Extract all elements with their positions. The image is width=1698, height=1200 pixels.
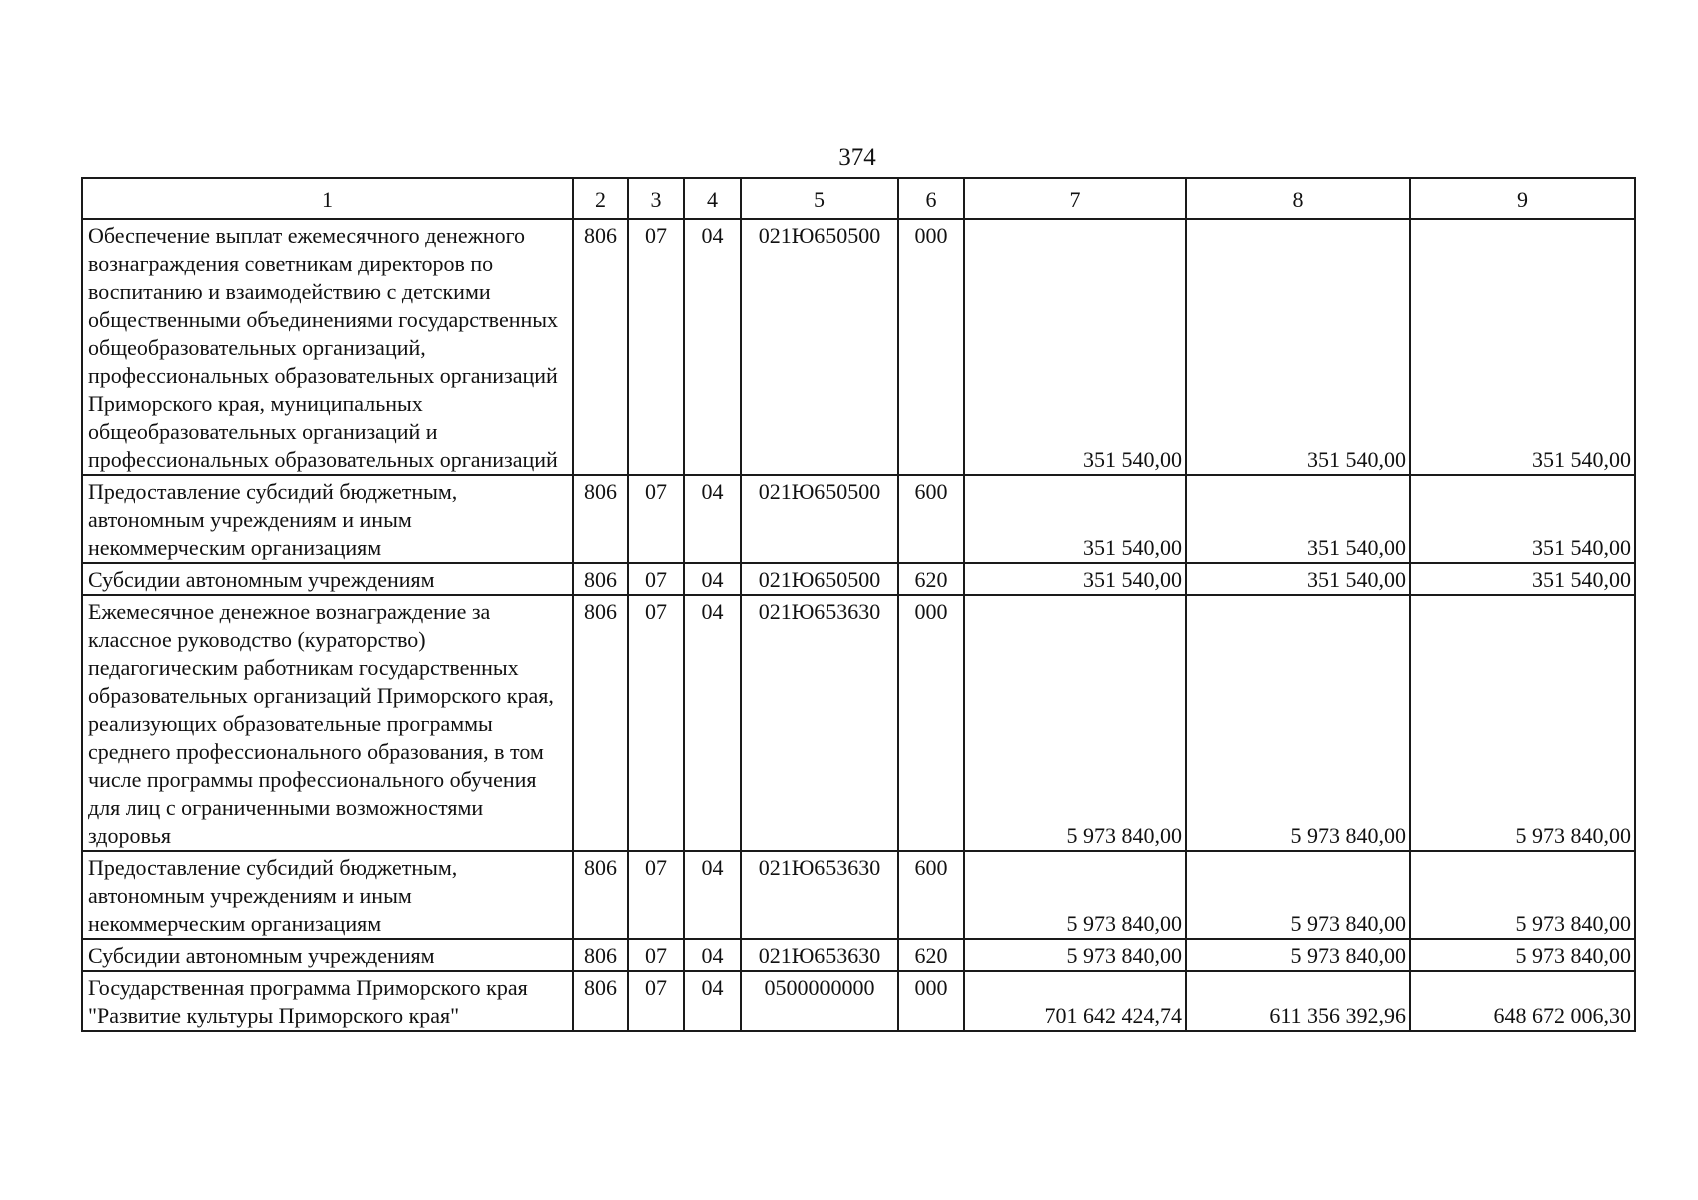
column-header: 2: [573, 178, 628, 219]
cell-amount-col9: 351 540,00: [1410, 219, 1635, 475]
table-row: [82, 971, 1635, 1031]
table-row: [82, 475, 1635, 563]
cell-amount-col8: 5 973 840,00: [1186, 851, 1410, 939]
table-row: [82, 219, 1635, 475]
cell-section-code: 07: [628, 851, 684, 939]
column-header: 7: [964, 178, 1186, 219]
cell-target-article: 0500000000: [741, 971, 898, 1031]
cell-amount-col9: 5 973 840,00: [1410, 939, 1635, 971]
cell-ministry-code: 806: [573, 219, 628, 475]
row-name: Субсидии автономным учреждениям: [82, 939, 573, 971]
row-name: Предоставление субсидий бюджетным, автономным учреждениям и иным некоммерческим организациям: [82, 851, 573, 939]
cell-amount-col8: 5 973 840,00: [1186, 939, 1410, 971]
row-name: Государственная программа Приморского края "Развитие культуры Приморского края": [82, 971, 573, 1031]
cell-amount-col7: 351 540,00: [964, 475, 1186, 563]
cell-section-code: 07: [628, 595, 684, 851]
cell-ministry-code: 806: [573, 971, 628, 1031]
cell-amount-col7: 5 973 840,00: [964, 939, 1186, 971]
cell-subsection-code: 04: [684, 475, 741, 563]
cell-expense-type: 600: [898, 851, 964, 939]
table-row: [82, 563, 1635, 595]
cell-expense-type: 620: [898, 563, 964, 595]
cell-amount-col8: 351 540,00: [1186, 563, 1410, 595]
cell-amount-col8: 351 540,00: [1186, 475, 1410, 563]
page-number: 374: [838, 144, 876, 171]
cell-amount-col8: 611 356 392,96: [1186, 971, 1410, 1031]
row-name: Субсидии автономным учреждениям: [82, 563, 573, 595]
cell-ministry-code: 806: [573, 851, 628, 939]
header-row: [82, 178, 1635, 219]
column-header: 5: [741, 178, 898, 219]
cell-expense-type: 600: [898, 475, 964, 563]
cell-amount-col7: 701 642 424,74: [964, 971, 1186, 1031]
cell-amount-col9: 351 540,00: [1410, 563, 1635, 595]
column-header: 3: [628, 178, 684, 219]
column-header: 8: [1186, 178, 1410, 219]
cell-ministry-code: 806: [573, 939, 628, 971]
cell-section-code: 07: [628, 475, 684, 563]
column-header: 9: [1410, 178, 1635, 219]
column-header: 6: [898, 178, 964, 219]
column-header: 4: [684, 178, 741, 219]
row-name: Ежемесячное денежное вознаграждение за классное руководство (кураторство) педагогическим работникам государственных образовательных организаций Приморского края, реализующих образовательные программы среднего профессионального образования, в том числе программы профессионального обучения для лиц с ограниченными возможностями здоровья: [82, 595, 573, 851]
cell-ministry-code: 806: [573, 475, 628, 563]
cell-amount-col9: 5 973 840,00: [1410, 851, 1635, 939]
cell-amount-col8: 351 540,00: [1186, 219, 1410, 475]
cell-target-article: 021Ю653630: [741, 851, 898, 939]
cell-amount-col7: 5 973 840,00: [964, 595, 1186, 851]
cell-subsection-code: 04: [684, 939, 741, 971]
cell-ministry-code: 806: [573, 595, 628, 851]
cell-target-article: 021Ю653630: [741, 595, 898, 851]
cell-target-article: 021Ю650500: [741, 219, 898, 475]
budget-table: [81, 177, 1636, 1032]
cell-target-article: 021Ю650500: [741, 475, 898, 563]
cell-section-code: 07: [628, 971, 684, 1031]
cell-subsection-code: 04: [684, 563, 741, 595]
table-row: [82, 939, 1635, 971]
row-name: Обеспечение выплат ежемесячного денежного вознаграждения советникам директоров по воспитанию и взаимодействию с детскими общественными объединениями государственных общеобразовательных организаций, профессиональных образовательных организаций Приморского края, муниципальных общеобразовательных организаций и профессиональных образовательных организаций: [82, 219, 573, 475]
cell-amount-col8: 5 973 840,00: [1186, 595, 1410, 851]
cell-subsection-code: 04: [684, 851, 741, 939]
cell-expense-type: 620: [898, 939, 964, 971]
cell-section-code: 07: [628, 219, 684, 475]
cell-expense-type: 000: [898, 219, 964, 475]
cell-expense-type: 000: [898, 595, 964, 851]
cell-amount-col7: 5 973 840,00: [964, 851, 1186, 939]
cell-section-code: 07: [628, 939, 684, 971]
cell-amount-col7: 351 540,00: [964, 563, 1186, 595]
column-header: 1: [82, 178, 573, 219]
cell-section-code: 07: [628, 563, 684, 595]
cell-target-article: 021Ю653630: [741, 939, 898, 971]
cell-amount-col9: 5 973 840,00: [1410, 595, 1635, 851]
cell-subsection-code: 04: [684, 219, 741, 475]
cell-ministry-code: 806: [573, 563, 628, 595]
cell-amount-col7: 351 540,00: [964, 219, 1186, 475]
cell-subsection-code: 04: [684, 971, 741, 1031]
cell-amount-col9: 648 672 006,30: [1410, 971, 1635, 1031]
table-row: [82, 851, 1635, 939]
row-name: Предоставление субсидий бюджетным, автономным учреждениям и иным некоммерческим организациям: [82, 475, 573, 563]
table-row: [82, 595, 1635, 851]
cell-amount-col9: 351 540,00: [1410, 475, 1635, 563]
cell-target-article: 021Ю650500: [741, 563, 898, 595]
cell-subsection-code: 04: [684, 595, 741, 851]
cell-expense-type: 000: [898, 971, 964, 1031]
